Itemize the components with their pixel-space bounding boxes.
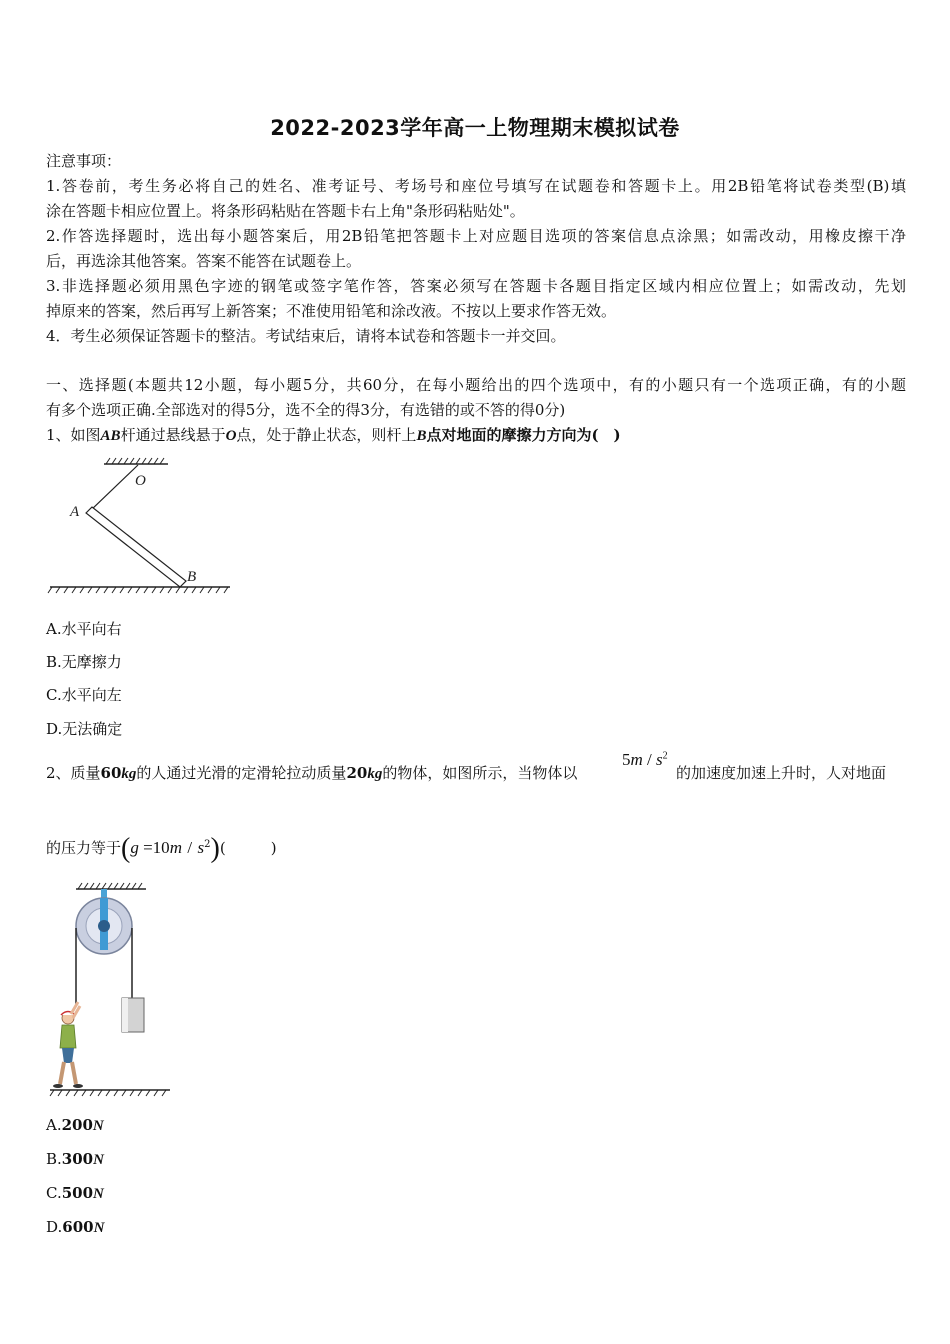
label-a: A xyxy=(70,504,80,520)
q1-option-a[interactable]: A.水平向右 xyxy=(46,620,122,638)
q2-option-b[interactable]: B.300N xyxy=(46,1150,104,1168)
notice-line-5: 3.非选择题必须用黑色字迹的钢笔或签字笔作答，答案必须写在答题卡各题目指定区域内相应位置上；如需改动，先划 xyxy=(46,277,906,295)
ground-hatch xyxy=(50,1090,166,1096)
notice-heading: 注意事项： xyxy=(46,152,122,170)
question-1-stem: 1、如图AB杆通过悬线悬于O点，处于静止状态，则杆上B点对地面的摩擦力方向为( ) xyxy=(46,426,621,444)
pulley-axle xyxy=(98,920,110,932)
q2-option-d[interactable]: D.600N xyxy=(46,1218,105,1236)
q1-option-d[interactable]: D.无法确定 xyxy=(46,720,123,738)
question-1-figure xyxy=(46,455,246,605)
question-2-stem-line-1: 2、质量60kg的人通过光滑的定滑轮拉动质量20kg的物体，如图所示，当物体以 xyxy=(46,764,578,782)
person-figure xyxy=(53,1002,83,1088)
ceiling-hatch xyxy=(106,458,164,464)
notice-line-3: 2.作答选择题时，选出每小题答案后，用2B铅笔把答题卡上对应题目选项的答案信息点涂黑；如需改动，用橡皮擦干净 xyxy=(46,227,906,245)
block-highlight xyxy=(122,998,128,1032)
q1-option-b[interactable]: B.无摩擦力 xyxy=(46,653,122,671)
notice-line-2: 涂在答题卡相应位置上。将条形码粘贴在答题卡右上角"条形码粘贴处"。 xyxy=(46,202,525,220)
label-b: B xyxy=(187,569,197,585)
notice-line-7: 4．考生必须保证答题卡的整洁。考试结束后，请将本试卷和答题卡一并交回。 xyxy=(46,327,566,345)
notice-line-6: 掉原来的答案，然后再写上新答案；不准使用铅笔和涂改液。不按以上要求作答无效。 xyxy=(46,302,617,320)
suspension-string xyxy=(90,465,138,511)
page-title: 2022-2023学年高一上物理期末模拟试卷 xyxy=(270,116,680,140)
label-o: O xyxy=(135,473,146,489)
ground-hatch xyxy=(48,587,228,593)
question-2-stem-line-2: 的压力等于$(g =10m / s^2)$( ) xyxy=(46,833,277,864)
q2-option-c[interactable]: C.500N xyxy=(46,1184,104,1202)
section-line-2: 有多个选项正确.全部选对的得5分，选不全的得3分，有选错的或不答的得0分) xyxy=(46,401,566,419)
q1-option-c[interactable]: C.水平向左 xyxy=(46,686,122,704)
notice-line-1: 1.答卷前，考生务必将自己的姓名、准考证号、考场号和座位号填写在试题卷和答题卡上。用2B铅笔将试卷类型(B)填 xyxy=(46,177,906,195)
q2-option-a[interactable]: A.200N xyxy=(46,1116,104,1134)
rod-ab xyxy=(86,507,186,587)
notice-line-4: 后，再选涂其他答案。答案不能答在试题卷上。 xyxy=(46,252,362,270)
acceleration-formula: $5m / s^2$ xyxy=(622,750,668,769)
ceiling-hatch xyxy=(78,883,142,889)
question-2-stem-line-1-end: 的加速度加速上升时，人对地面 xyxy=(676,764,887,782)
question-2-figure xyxy=(46,878,186,1098)
section-line-1: 一、选择题(本题共12小题，每小题5分，共60分，在每小题给出的四个选项中，有的小题只有一个选项正确，有的小题 xyxy=(46,376,906,394)
